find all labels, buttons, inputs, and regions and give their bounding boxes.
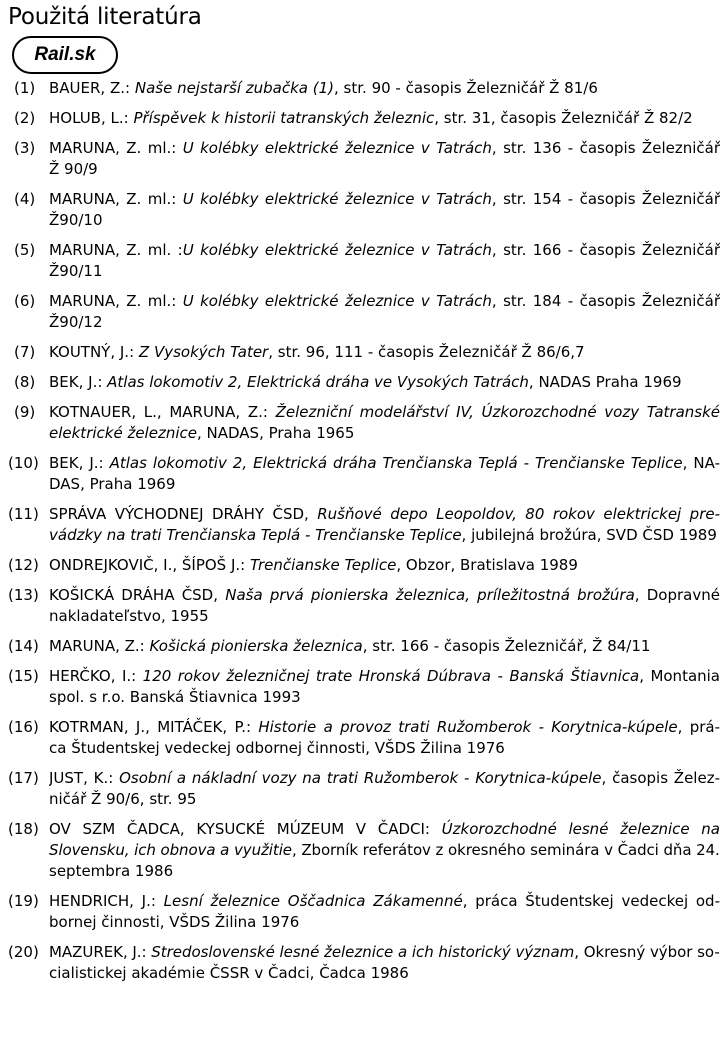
reference-line: [49, 687, 720, 708]
reference-text: DAS, Praha 1969: [49, 475, 176, 493]
reference-item: [0, 555, 728, 576]
reference-text: bornej činnosti, VŠDS Žilina 1976: [49, 913, 300, 931]
reference-text: , Zborník referátov z okresného seminára v Čadci dňa 24.: [291, 841, 720, 859]
reference-text: KOTNAUER, L., MARUNA, Z.:: [49, 403, 276, 421]
reference-text: cialistickej akadémie ČSSR v Čadci, Čadca 1986: [49, 964, 409, 982]
reference-text: KOTRMAN, J., MITÁČEK, P.:: [49, 718, 259, 736]
reference-title: Trenčianske Teplice: [249, 556, 397, 574]
reference-number: (3): [14, 139, 36, 157]
reference-text: HOLUB, L.:: [49, 109, 134, 127]
reference-body: [49, 717, 720, 759]
reference-title: Lesní železnice Oščadnica Zákamenné: [163, 892, 463, 910]
reference-number: (20): [8, 943, 39, 961]
reference-line: [49, 912, 720, 933]
reference-text: HENDRICH, J.:: [49, 892, 164, 910]
reference-text: MAZUREK, J.:: [49, 943, 152, 961]
reference-text: , Montania: [639, 667, 720, 685]
reference-body: [49, 342, 720, 363]
reference-item: [0, 891, 728, 933]
reference-text: , str. 96, 111 - časopis Železničář Ž 86/6,7: [268, 343, 585, 361]
reference-line: [49, 159, 720, 180]
reference-text: Ž90/10: [49, 211, 103, 229]
reference-title: vádzky na trati Trenčianska Teplá - Trenčianske Teplice: [49, 526, 462, 544]
reference-body: [49, 585, 720, 627]
reference-number: (18): [8, 820, 39, 838]
reference-text: ničář Ž 90/6, str. 95: [49, 790, 197, 808]
reference-title: Historie a provoz trati Ružomberok - Korytnica-kúpele: [258, 718, 678, 736]
reference-line: [49, 261, 720, 282]
reference-text: BEK, J.:: [49, 454, 110, 472]
reference-body: [49, 504, 720, 546]
reference-text: HERČKO, I.:: [49, 667, 143, 685]
reference-item: [0, 342, 728, 363]
reference-text: , Okresný výbor so-: [574, 943, 720, 961]
reference-line: [49, 789, 720, 810]
reference-line: [49, 891, 720, 912]
reference-title: Úzkorozchodné lesné železnice na: [441, 820, 720, 838]
reference-text: ONDREJKOVIČ, I., ŠÍPOŠ J.:: [49, 556, 250, 574]
reference-item: [0, 402, 728, 444]
reference-item: [0, 636, 728, 657]
reference-title: Rušňové depo Leopoldov, 80 rokov elektrickej pre-: [317, 505, 720, 523]
reference-body: [49, 138, 720, 180]
reference-item: [0, 585, 728, 627]
reference-item: [0, 942, 728, 984]
reference-body: [49, 891, 720, 933]
reference-line: [49, 312, 720, 333]
reference-title: U kolébky elektrické železnice v Tatrách: [182, 190, 492, 208]
reference-text: spol. s r.o. Banská Štiavnica 1993: [49, 688, 301, 706]
reference-text: MARUNA, Z. ml.:: [49, 190, 183, 208]
reference-line: [49, 108, 720, 129]
reference-line: [49, 402, 720, 423]
reference-text: , jubilejná brožúra, SVD ČSD 1989: [461, 526, 717, 544]
reference-item: [0, 819, 728, 882]
reference-item: [0, 453, 728, 495]
reference-number: (15): [8, 667, 39, 685]
reference-text: ca Študentskej vedeckej odbornej činnosti, VŠDS Žilina 1976: [49, 739, 505, 757]
reference-title: Atlas lokomotiv 2, Elektrická dráha Trenčianska Teplá - Trenčianske Teplice: [109, 454, 683, 472]
reference-title: Slovensku, ich obnova a využitie: [49, 841, 292, 859]
reference-body: [49, 108, 720, 129]
reference-number: (2): [14, 109, 36, 127]
reference-body: [49, 291, 720, 333]
reference-title: Příspěvek k historii tatranských železnic: [133, 109, 435, 127]
reference-line: [49, 474, 720, 495]
reference-text: nakladateľstvo, 1955: [49, 607, 209, 625]
reference-title: Košická pionierska železnica: [149, 637, 363, 655]
reference-title: Z Vysokých Tater: [138, 343, 269, 361]
reference-text: , str. 184 - časopis Železničář: [491, 292, 720, 310]
reference-text: JUST, K.:: [49, 769, 120, 787]
reference-item: [0, 189, 728, 231]
logo-text: Rail.sk: [34, 44, 96, 65]
reference-body: [49, 636, 720, 657]
reference-item: [0, 768, 728, 810]
reference-line: [49, 738, 720, 759]
reference-line: [49, 840, 720, 861]
reference-number: (16): [8, 718, 39, 736]
reference-text: KOUTNÝ, J.:: [49, 343, 139, 361]
reference-line: [49, 504, 720, 525]
reference-text: , str. 31, časopis Železničář Ž 82/2: [434, 109, 693, 127]
reference-number: (14): [8, 637, 39, 655]
reference-number: (12): [8, 556, 39, 574]
reference-line: [49, 372, 720, 393]
reference-number: (10): [8, 454, 39, 472]
reference-text: Ž90/12: [49, 313, 103, 331]
reference-line: [49, 585, 720, 606]
reference-body: [49, 189, 720, 231]
reference-text: OV SZM ČADCA, KYSUCKÉ MÚZEUM V ČADCI:: [49, 820, 442, 838]
reference-number: (13): [8, 586, 39, 604]
reference-item: [0, 666, 728, 708]
reference-body: [49, 942, 720, 984]
reference-body: [49, 372, 720, 393]
reference-text: MARUNA, Z. ml.:: [49, 139, 183, 157]
reference-text: MARUNA, Z. ml.:: [49, 292, 183, 310]
reference-title: Naša prvá pionierska železnica, príležitostná brožúra: [225, 586, 635, 604]
reference-line: [49, 210, 720, 231]
reference-line: [49, 942, 720, 963]
reference-text: , časopis Želez-: [601, 769, 720, 787]
reference-text: Ž90/11: [49, 262, 103, 280]
reference-title: elektrické železnice: [49, 424, 197, 442]
reference-body: [49, 78, 720, 99]
reference-text: Ž 90/9: [49, 160, 98, 178]
reference-number: (9): [14, 403, 36, 421]
reference-title: Železniční modelářství IV, Úzkorozchodné vozy Tatranské: [275, 403, 720, 421]
reference-title: 120 rokov železničnej trate Hronská Dúbrava - Banská Štiavnica: [142, 667, 640, 685]
reference-body: [49, 240, 720, 282]
reference-title: Osobní a nákladní vozy na trati Ružomberok - Korytnica-kúpele: [119, 769, 602, 787]
reference-number: (5): [14, 241, 36, 259]
reference-text: , Obzor, Bratislava 1989: [396, 556, 578, 574]
reference-line: [49, 453, 720, 474]
reference-text: , str. 154 - časopis Železničář: [491, 190, 720, 208]
reference-line: [49, 861, 720, 882]
reference-number: (8): [14, 373, 36, 391]
reference-item: [0, 291, 728, 333]
reference-title: U kolébky elektrické železnice v Tatrách: [182, 241, 492, 259]
reference-line: [49, 423, 720, 444]
reference-line: [49, 78, 720, 99]
reference-line: [49, 342, 720, 363]
reference-line: [49, 291, 720, 312]
reference-item: [0, 717, 728, 759]
reference-item: [0, 240, 728, 282]
reference-title: U kolébky elektrické železnice v Tatrách: [182, 292, 492, 310]
reference-number: (7): [14, 343, 36, 361]
reference-body: [49, 666, 720, 708]
reference-number: (19): [8, 892, 39, 910]
reference-body: [49, 453, 720, 495]
reference-line: [49, 963, 720, 984]
reference-title: Atlas lokomotiv 2, Elektrická dráha ve Vysokých Tatrách: [107, 373, 529, 391]
reference-text: , str. 166 - časopis Železničář: [491, 241, 720, 259]
reference-line: [49, 240, 720, 261]
reference-line: [49, 138, 720, 159]
page-title: Použitá literatúra: [8, 4, 202, 30]
reference-line: [49, 717, 720, 738]
rail-sk-logo: [12, 36, 118, 74]
reference-text: , NA-: [682, 454, 720, 472]
reference-text: SPRÁVA VÝCHODNEJ DRÁHY ČSD,: [49, 505, 318, 523]
reference-text: , str. 166 - časopis Železničář, Ž 84/11: [362, 637, 651, 655]
reference-body: [49, 819, 720, 882]
reference-line: [49, 768, 720, 789]
reference-title: U kolébky elektrické železnice v Tatrách: [182, 139, 492, 157]
reference-line: [49, 666, 720, 687]
reference-text: MARUNA, Z. ml. :: [49, 241, 183, 259]
reference-line: [49, 636, 720, 657]
reference-line: [49, 606, 720, 627]
reference-item: [0, 108, 728, 129]
reference-text: MARUNA, Z.:: [49, 637, 150, 655]
reference-text: , NADAS Praha 1969: [528, 373, 682, 391]
reference-text: , str. 90 - časopis Železničář Ž 81/6: [334, 79, 598, 97]
reference-text: , práca Študentskej vedeckej od-: [462, 892, 720, 910]
reference-text: , Dopravné: [634, 586, 720, 604]
reference-number: (4): [14, 190, 36, 208]
reference-title: Naše nejstarší zubačka (1): [134, 79, 335, 97]
reference-text: BAUER, Z.:: [49, 79, 135, 97]
reference-number: (1): [14, 79, 36, 97]
reference-text: , NADAS, Praha 1965: [196, 424, 355, 442]
reference-text: septembra 1986: [49, 862, 174, 880]
reference-list: [0, 78, 728, 993]
reference-body: [49, 555, 720, 576]
reference-item: [0, 372, 728, 393]
reference-line: [49, 189, 720, 210]
reference-item: [0, 138, 728, 180]
reference-title: Stredoslovenské lesné železnice a ich historický význam: [151, 943, 575, 961]
reference-text: KOŠICKÁ DRÁHA ČSD,: [49, 586, 226, 604]
reference-text: BEK, J.:: [49, 373, 108, 391]
reference-number: (17): [8, 769, 39, 787]
reference-number: (11): [8, 505, 39, 523]
reference-item: [0, 504, 728, 546]
reference-body: [49, 768, 720, 810]
reference-line: [49, 819, 720, 840]
reference-line: [49, 525, 720, 546]
reference-text: , prá-: [677, 718, 720, 736]
reference-number: (6): [14, 292, 36, 310]
reference-body: [49, 402, 720, 444]
reference-text: , str. 136 - časopis Železničář: [491, 139, 720, 157]
reference-item: [0, 78, 728, 99]
reference-line: [49, 555, 720, 576]
